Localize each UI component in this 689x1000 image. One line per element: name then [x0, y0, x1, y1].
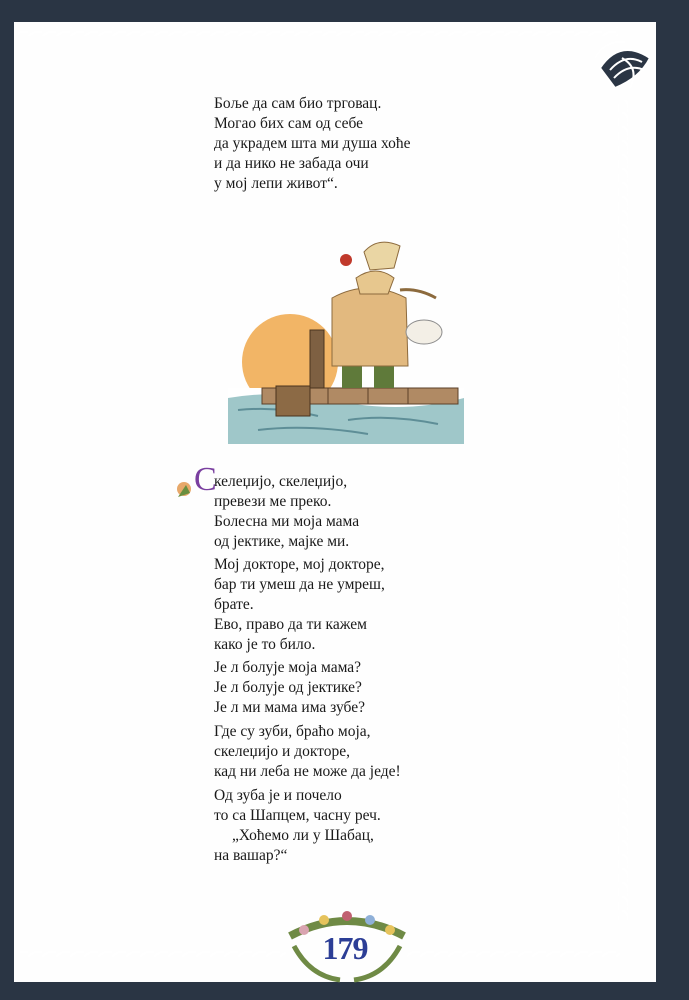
poem-line: то са Шапцем, часну реч.: [214, 807, 381, 824]
poem-line: да украдем шта ми душа хоће: [214, 135, 411, 152]
poem-line: од јектике, мајке ми.: [214, 533, 350, 550]
poem-line: келеџијо, скелеџијо,: [214, 473, 348, 490]
stanza-1: [214, 94, 411, 194]
poem-line: Је л болује моја мама?: [214, 659, 362, 676]
poem-line: Од зуба је и почело: [214, 787, 342, 804]
poem-line: у мој лепи живот“.: [214, 175, 338, 192]
poem-line: Ево, право да ти кажем: [214, 616, 367, 633]
poem-line: Болесна ми моја мама: [214, 513, 360, 530]
poem-line: кад ни леба не може да једе!: [214, 763, 401, 780]
poem-line: Боље да сам био трговац.: [214, 95, 382, 112]
stanza-3: [214, 555, 385, 655]
poem-line: превези ме преко.: [214, 493, 332, 510]
rope-bottom-right: [400, 948, 620, 957]
raft-illustration: [228, 238, 464, 444]
poem-line: Мој докторе, мој докторе,: [214, 556, 385, 573]
page-number: 179: [322, 930, 368, 966]
rope-knot: [595, 42, 650, 88]
poem-line: на вашар?“: [214, 847, 288, 864]
poem-line: и да нико не забада очи: [214, 155, 369, 172]
initial-glyph: С: [194, 461, 217, 498]
poem-line: како је то било.: [214, 636, 316, 653]
poem-line: Где су зуби, браћо моја,: [214, 723, 371, 740]
stanza-6: [214, 786, 381, 866]
poem-line: бар ти умеш да не умреш,: [214, 576, 385, 593]
initial-letter: [172, 463, 216, 503]
stanza-5: [214, 722, 401, 782]
poem-line: Могао бих сам од себе: [214, 115, 364, 132]
rope-bottom-left: [20, 948, 290, 957]
poem-line: скелеџијо и докторе,: [214, 743, 350, 760]
poem-line: брате.: [214, 596, 254, 613]
poem-line: Је л болује од јектике?: [214, 679, 362, 696]
poem-line: Је л ми мама има зубе?: [214, 699, 365, 716]
stanza-2: [214, 472, 359, 552]
poem-line: „Хоћемо ли у Шабац,: [232, 827, 374, 844]
stanza-4: [214, 658, 365, 718]
rope-right: [618, 100, 628, 920]
rope-top: [18, 27, 618, 36]
